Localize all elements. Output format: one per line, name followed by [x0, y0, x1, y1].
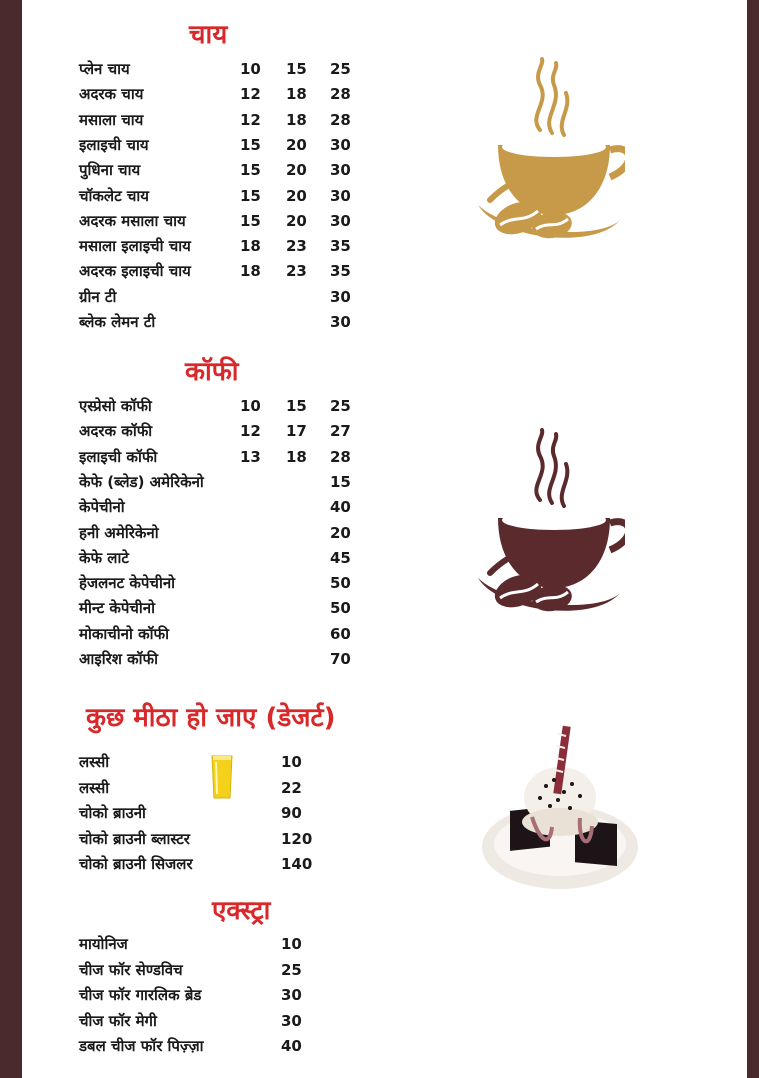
coffee-menu-row [79, 647, 399, 672]
item-price: 120 [281, 829, 313, 848]
extra-menu-row [79, 983, 399, 1008]
item-name: मोकाचीनो कॉफी [79, 624, 169, 643]
tea-menu-row [79, 158, 399, 183]
extra-menu-row [79, 932, 399, 957]
item-price: 40 [281, 1037, 302, 1055]
coffee-menu-row [79, 521, 399, 546]
item-name: चोको ब्राउनी सिजलर [79, 855, 193, 873]
item-price: 30 [281, 1011, 302, 1030]
tea-menu-row [79, 57, 399, 82]
item-price-p3: 30 [330, 313, 351, 331]
extra-menu-row [79, 958, 399, 983]
item-name: हेजलनट केपेचीनो [79, 574, 176, 593]
item-price-p3: 60 [330, 624, 351, 643]
item-price-p2: 23 [286, 262, 307, 281]
item-price-p3: 30 [330, 186, 351, 205]
item-price-p3: 28 [330, 110, 351, 129]
item-price-p2: 20 [286, 211, 307, 230]
item-price-p1: 15 [240, 186, 261, 205]
tea-menu-row [79, 82, 399, 107]
item-price-p3: 30 [330, 211, 351, 230]
dessert-menu-row [79, 750, 399, 775]
item-price-p2: 18 [286, 110, 307, 129]
item-name: लस्सी [79, 778, 110, 797]
item-name: प्लेन चाय [79, 60, 130, 78]
item-price: 10 [281, 935, 302, 953]
item-price-p1: 15 [240, 211, 261, 230]
tea-menu-row [79, 310, 399, 335]
item-name: चोको ब्राउनी [79, 804, 146, 822]
item-price-p1: 18 [240, 262, 261, 281]
coffee-heading: कॉफी [185, 357, 239, 387]
item-price-p3: 35 [330, 262, 351, 281]
extra-menu-row [79, 1034, 399, 1059]
item-price-p3: 50 [330, 599, 351, 618]
item-name: केपेचीनो [79, 498, 125, 517]
lassi-glass-icon [210, 754, 234, 800]
tea-menu-row [79, 285, 399, 310]
item-name: इलाइची कॉफी [79, 447, 158, 466]
item-price-p2: 18 [286, 447, 307, 466]
coffee-menu-row [79, 495, 399, 520]
brownie-dessert-icon [480, 722, 640, 892]
dessert-heading: कुछ मीठा हो जाए (डेजर्ट) [86, 703, 336, 733]
item-name: मसाला इलाइची चाय [79, 237, 191, 256]
tea-heading: चाय [189, 20, 228, 50]
item-price-p3: 40 [330, 498, 351, 517]
item-name: पुधिना चाय [79, 161, 141, 180]
coffee-menu-row [79, 470, 399, 495]
coffee-menu-row [79, 571, 399, 596]
item-price-p3: 28 [330, 447, 351, 466]
tea-cup-icon [470, 55, 625, 250]
item-price-p2: 18 [286, 85, 307, 104]
item-price-p2: 15 [286, 397, 307, 415]
item-price: 10 [281, 753, 302, 771]
item-name: केफे (ब्लेड) अमेरिकेनो [79, 472, 204, 491]
item-name: हनी अमेरिकेनो [79, 523, 159, 542]
item-name: इलाइची चाय [79, 135, 149, 154]
coffee-menu-row [79, 546, 399, 571]
item-price-p1: 15 [240, 161, 261, 180]
dessert-menu-row [79, 776, 399, 801]
item-name: ग्रीन टी [79, 287, 117, 306]
coffee-menu-row [79, 596, 399, 621]
item-name: ब्लेक लेमन टी [79, 313, 156, 331]
item-price: 140 [281, 855, 313, 873]
item-price-p1: 10 [240, 397, 261, 415]
item-name: मसाला चाय [79, 110, 144, 129]
item-name: चोको ब्राउनी ब्लास्टर [79, 829, 190, 848]
item-price-p1: 12 [240, 85, 261, 104]
coffee-menu-row [79, 445, 399, 470]
coffee-menu-row [79, 622, 399, 647]
item-price-p3: 30 [330, 161, 351, 180]
tea-menu-row [79, 259, 399, 284]
item-price-p1: 15 [240, 135, 261, 154]
item-price-p3: 30 [330, 135, 351, 154]
extra-menu-row [79, 1009, 399, 1034]
dessert-menu-row [79, 801, 399, 826]
tea-menu-row [79, 108, 399, 133]
item-price-p2: 23 [286, 237, 307, 256]
tea-menu-row [79, 234, 399, 259]
item-price-p2: 15 [286, 60, 307, 78]
item-price: 22 [281, 778, 302, 797]
item-name: अदरक चाय [79, 85, 144, 104]
dessert-menu-row [79, 827, 399, 852]
item-price-p3: 30 [330, 287, 351, 306]
item-name: एस्प्रेसो कॉफी [79, 397, 152, 415]
item-name: चीज फॉर सेण्डविच [79, 960, 183, 979]
menu-page [22, 0, 747, 1078]
dessert-menu-row [79, 852, 399, 877]
item-name: अदरक इलाइची चाय [79, 262, 191, 281]
tea-menu-row [79, 184, 399, 209]
item-price-p3: 35 [330, 237, 351, 256]
coffee-menu-row [79, 394, 399, 419]
item-name: अदरक कॉफी [79, 422, 153, 441]
item-price-p3: 20 [330, 523, 351, 542]
item-price-p1: 12 [240, 422, 261, 441]
item-price: 90 [281, 804, 302, 822]
item-price-p2: 20 [286, 135, 307, 154]
item-name: डबल चीज फॉर पिज़्ज़ा [79, 1037, 204, 1055]
item-price-p1: 18 [240, 237, 261, 256]
item-name: चीज फॉर गारलिक ब्रेड [79, 986, 202, 1004]
item-price-p3: 28 [330, 85, 351, 104]
item-price-p3: 45 [330, 548, 351, 567]
item-name: मीन्ट केपेचीनो [79, 599, 156, 618]
coffee-menu-row [79, 419, 399, 444]
item-price-p1: 13 [240, 447, 261, 466]
item-name: अदरक मसाला चाय [79, 211, 186, 230]
item-name: मायोनिज [79, 935, 128, 953]
item-price-p2: 20 [286, 161, 307, 180]
item-name: चॉकलेट चाय [79, 186, 149, 205]
item-price-p3: 50 [330, 574, 351, 593]
item-name: चीज फॉर मेगी [79, 1011, 157, 1030]
item-price-p3: 25 [330, 60, 351, 78]
item-price-p2: 20 [286, 186, 307, 205]
item-price-p3: 27 [330, 422, 351, 441]
item-price: 30 [281, 986, 302, 1004]
tea-menu-row [79, 209, 399, 234]
item-price: 25 [281, 960, 302, 979]
item-price-p3: 15 [330, 472, 351, 491]
item-price-p2: 17 [286, 422, 307, 441]
tea-menu-row [79, 133, 399, 158]
item-name: आइरिश कॉफी [79, 650, 158, 668]
item-name: लस्सी [79, 753, 110, 771]
extra-heading: एक्स्ट्रा [212, 896, 271, 926]
item-price-p1: 10 [240, 60, 261, 78]
item-price-p3: 25 [330, 397, 351, 415]
coffee-cup-icon [470, 428, 625, 623]
item-price-p3: 70 [330, 650, 351, 668]
item-name: केफे लाटे [79, 548, 129, 567]
item-price-p1: 12 [240, 110, 261, 129]
